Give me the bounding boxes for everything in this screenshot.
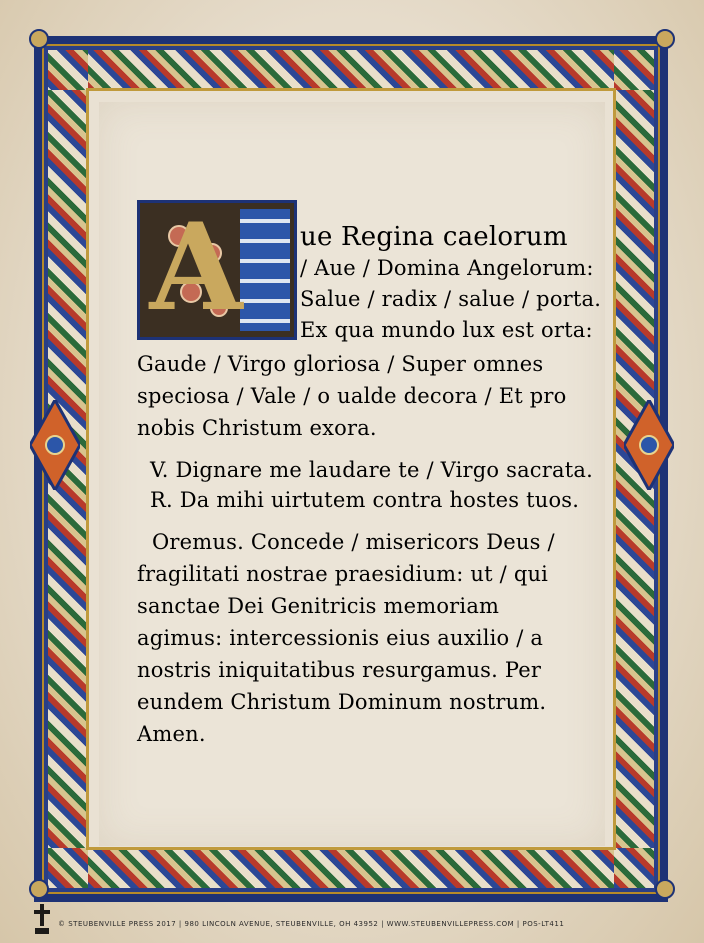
prayer-line: / Aue / Domina Angelorum: [300, 256, 594, 280]
publisher-logo-icon [32, 902, 52, 936]
prayer-line: speciosa / Vale / o ualde decora / Et pro [137, 384, 567, 408]
prayer-line: Salue / radix / salue / porta. [300, 287, 602, 311]
oration-line: eundem Christum Dominum nostrum. [137, 690, 547, 714]
footer-credit: © STEUBENVILLE PRESS 2017 | 980 LINCOLN AVENUE, STEUBENVILLE, OH 43952 | WWW.STEUBENVILLEPRESS.COM | POS-LT411 [58, 920, 565, 928]
initial-letter: A [149, 200, 243, 338]
oration-line: sanctae Dei Genitricis memoriam [137, 594, 500, 618]
oration-line: Oremus. Concede / misericors Deus / [152, 530, 555, 554]
illuminated-initial [137, 200, 297, 340]
corner-ornament-icon [654, 28, 676, 50]
oration-line: Amen. [137, 722, 206, 746]
oration-line: nostris iniquitatibus resurgamus. Per [137, 658, 542, 682]
versicle-line: V. Dignare me laudare te / Virgo sacrata. [150, 458, 593, 482]
corner-ornament-icon [28, 878, 50, 900]
oration-line: agimus: intercessionis eius auxilio / a [137, 626, 544, 650]
right-ornament-icon [624, 400, 674, 490]
response-line: R. Da mihi uirtutem contra hostes tuos. [150, 488, 580, 512]
corner-ornament-icon [28, 28, 50, 50]
prayer-line: Ex qua mundo lux est orta: [300, 318, 593, 342]
prayer-line: Gaude / Virgo gloriosa / Super omnes [137, 352, 544, 376]
prayer-line: nobis Christum exora. [137, 416, 377, 440]
left-ornament-icon [30, 400, 80, 490]
prayer-line: ue Regina caelorum [300, 222, 568, 252]
corner-ornament-icon [654, 878, 676, 900]
oration-line: fragilitati nostrae praesidium: ut / qui [137, 562, 549, 586]
initial-blue-tile [240, 209, 290, 331]
